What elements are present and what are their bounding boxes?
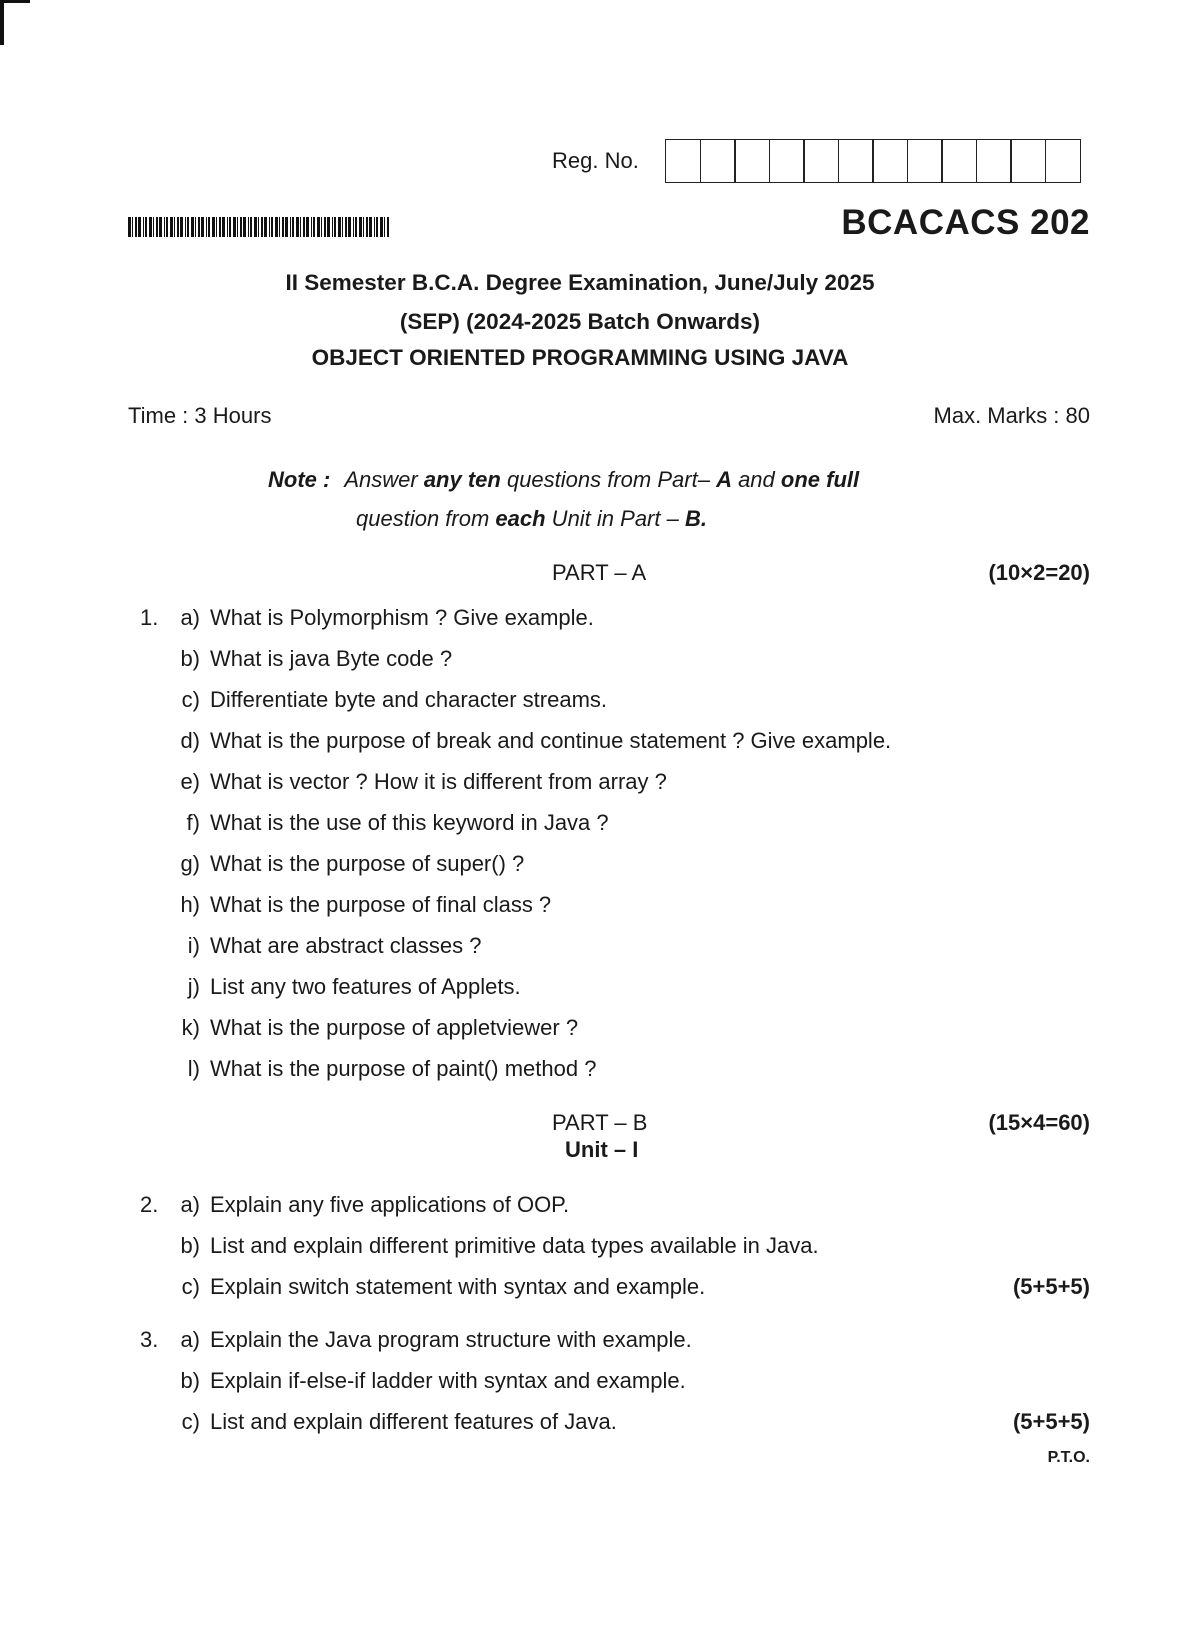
barcode-bar <box>180 217 183 237</box>
note-text: and <box>731 467 781 492</box>
barcode-bar <box>222 217 225 237</box>
barcode-bar <box>240 217 242 237</box>
reg-no-box <box>769 139 805 183</box>
exam-title: II Semester B.C.A. Degree Examination, June/July 2025 <box>285 270 875 295</box>
barcode-bar <box>135 217 137 237</box>
question-text: What is the purpose of break and continue statement ? Give example. <box>210 728 892 753</box>
part-b-title: PART – B <box>552 1110 648 1135</box>
question-letter: b) <box>180 1233 200 1258</box>
barcode-bar <box>369 217 372 237</box>
reg-no-box <box>665 139 701 183</box>
reg-no-boxes <box>665 139 1079 183</box>
question-letter: c) <box>181 1409 200 1434</box>
question-text: List and explain different primitive data types available in Java. <box>210 1233 819 1258</box>
barcode-bar <box>145 217 147 237</box>
barcode-bar <box>153 217 154 237</box>
barcode-bar <box>212 217 215 237</box>
barcode-bar <box>132 217 133 237</box>
barcode-bar <box>195 217 196 237</box>
question-text: Explain the Java program structure with example. <box>210 1327 692 1352</box>
question-item <box>166 1368 686 1394</box>
reg-no-box <box>1010 139 1046 183</box>
question-item <box>166 728 891 754</box>
barcode-bar <box>355 217 357 237</box>
question-letter: l) <box>187 1056 200 1081</box>
note-text: question from <box>356 506 496 531</box>
barcode-bar <box>303 217 305 237</box>
question-text: What is the purpose of super() ? <box>210 851 525 876</box>
question-text: What is Polymorphism ? Give example. <box>210 605 594 630</box>
barcode-bar <box>233 217 236 237</box>
barcode-bar <box>292 217 294 237</box>
question-letter: b) <box>180 646 200 671</box>
barcode-bar <box>387 217 389 237</box>
reg-no-box <box>976 139 1012 183</box>
barcode-bar <box>185 217 186 237</box>
question-item <box>166 892 551 918</box>
barcode-bar <box>250 217 252 237</box>
barcode-bar <box>271 217 273 237</box>
barcode-bar <box>138 217 141 237</box>
barcode-bar <box>306 217 309 237</box>
barcode-bar <box>279 217 280 237</box>
question-letter: f) <box>186 810 200 835</box>
question-letter: c) <box>181 687 200 712</box>
barcode-bar <box>219 217 221 237</box>
barcode-bar <box>159 217 162 237</box>
barcode-bar <box>290 217 291 237</box>
question-text: Explain switch statement with syntax and example. <box>210 1274 706 1299</box>
reg-no-label: Reg. No. <box>552 148 639 173</box>
question-text: List any two features of Applets. <box>210 974 521 999</box>
question-text: Explain any five applications of OOP. <box>210 1192 570 1217</box>
barcode-bar <box>300 217 301 237</box>
barcode-bar <box>384 217 385 237</box>
question-letter: b) <box>180 1368 200 1393</box>
barcode-bar <box>264 217 267 237</box>
unit-title: Unit – I <box>565 1137 639 1162</box>
question-item <box>166 1192 569 1218</box>
question-item <box>166 974 521 1000</box>
barcode-bar <box>258 217 259 237</box>
barcode-bar <box>359 217 362 237</box>
question-letter: a) <box>180 1192 200 1217</box>
question-text: What is java Byte code ? <box>210 646 453 671</box>
question-text: What is the purpose of appletviewer ? <box>210 1015 579 1040</box>
question-letter: c) <box>181 1274 200 1299</box>
reg-no-box <box>803 139 839 183</box>
note-text: questions from Part– <box>500 467 717 492</box>
barcode-bar <box>128 217 131 237</box>
question-text: Differentiate byte and character streams. <box>210 687 608 712</box>
barcode-bar <box>227 217 228 237</box>
barcode-bar <box>149 217 152 237</box>
question-text: What is the purpose of paint() method ? <box>210 1056 597 1081</box>
question-text: Explain if-else-if ladder with syntax and example. <box>210 1368 686 1393</box>
note-emphasis: each <box>495 506 546 531</box>
question-item <box>166 769 667 795</box>
note-emphasis: one full <box>780 467 860 492</box>
reg-no-box <box>1045 139 1081 183</box>
note-emphasis: B. <box>684 506 707 531</box>
barcode-bar <box>216 217 217 237</box>
barcode-bar <box>201 217 204 237</box>
barcode <box>128 217 390 237</box>
question-item <box>166 1409 617 1435</box>
question-letter: j) <box>187 974 200 999</box>
barcode-bar <box>237 217 238 237</box>
question-number: 3. <box>140 1327 159 1352</box>
time-duration: Time : 3 Hours <box>128 403 272 428</box>
question-item <box>166 851 524 877</box>
exam-scheme: (SEP) (2024-2025 Batch Onwards) <box>399 309 761 334</box>
question-marks: (5+5+5) <box>1012 1274 1090 1299</box>
barcode-bar <box>376 217 378 237</box>
barcode-bar <box>282 217 284 237</box>
barcode-bar <box>338 217 341 237</box>
scan-edge <box>0 0 4 45</box>
question-item <box>166 605 594 631</box>
question-letter: h) <box>180 892 200 917</box>
question-item <box>166 933 481 959</box>
reg-no-box <box>941 139 977 183</box>
barcode-bar <box>317 217 320 237</box>
barcode-bar <box>254 217 257 237</box>
question-text: List and explain different features of Java. <box>210 1409 617 1434</box>
barcode-bar <box>321 217 322 237</box>
barcode-bar <box>170 217 173 237</box>
barcode-bar <box>248 217 249 237</box>
barcode-bar <box>348 217 351 237</box>
question-text: What are abstract classes ? <box>210 933 482 958</box>
barcode-bar <box>187 217 189 237</box>
page-turn-over: P.T.O. <box>1047 1449 1090 1466</box>
question-letter: d) <box>180 728 200 753</box>
part-b-marks: (15×4=60) <box>988 1110 1090 1135</box>
note-emphasis: A <box>716 467 732 492</box>
barcode-bar <box>198 217 200 237</box>
question-item <box>166 646 452 672</box>
question-letter: a) <box>180 1327 200 1352</box>
question-letter: g) <box>180 851 200 876</box>
barcode-bar <box>324 217 326 237</box>
question-letter: a) <box>180 605 200 630</box>
barcode-bar <box>164 217 165 237</box>
reg-no-box <box>700 139 736 183</box>
barcode-bar <box>353 217 354 237</box>
paper-code: BCACACS 202 <box>841 203 1090 242</box>
question-letter: i) <box>187 933 200 958</box>
part-a-marks: (10×2=20) <box>988 560 1090 585</box>
max-marks: Max. Marks : 80 <box>933 403 1090 428</box>
barcode-bar <box>191 217 194 237</box>
barcode-bar <box>177 217 179 237</box>
question-item <box>166 1056 596 1082</box>
barcode-bar <box>332 217 333 237</box>
barcode-bar <box>143 217 144 237</box>
question-marks: (5+5+5) <box>1012 1409 1090 1434</box>
barcode-bar <box>311 217 312 237</box>
question-item <box>166 1327 692 1353</box>
reg-no-box <box>734 139 770 183</box>
question-item <box>166 1274 705 1300</box>
question-text: What is the purpose of final class ? <box>210 892 552 917</box>
reg-no-box <box>838 139 874 183</box>
barcode-bar <box>269 217 270 237</box>
question-text: What is the use of this keyword in Java ? <box>210 810 609 835</box>
barcode-bar <box>206 217 207 237</box>
barcode-bar <box>342 217 343 237</box>
part-a-title: PART – A <box>552 560 647 585</box>
question-item <box>166 1233 819 1259</box>
barcode-bar <box>243 217 246 237</box>
barcode-bar <box>345 217 347 237</box>
barcode-bar <box>261 217 263 237</box>
scan-edge-top <box>0 0 30 3</box>
question-item <box>166 1015 578 1041</box>
barcode-bar <box>380 217 383 237</box>
question-text: What is vector ? How it is different from array ? <box>210 769 667 794</box>
barcode-bar <box>374 217 375 237</box>
question-number: 1. <box>140 605 159 630</box>
question-item <box>166 687 607 713</box>
barcode-bar <box>327 217 330 237</box>
barcode-bar <box>363 217 364 237</box>
question-number: 2. <box>140 1192 159 1217</box>
note-text: Answer <box>344 467 424 492</box>
note-emphasis: any ten <box>423 467 501 492</box>
question-letter: k) <box>181 1015 200 1040</box>
question-item <box>166 810 609 836</box>
barcode-bar <box>229 217 231 237</box>
barcode-bar <box>275 217 278 237</box>
barcode-bar <box>366 217 368 237</box>
note-label: Note : <box>268 467 331 492</box>
barcode-bar <box>313 217 315 237</box>
barcode-bar <box>285 217 288 237</box>
reg-no-box <box>872 139 908 183</box>
subject-title: OBJECT ORIENTED PROGRAMMING USING JAVA <box>311 345 849 370</box>
barcode-bar <box>334 217 336 237</box>
question-letter: e) <box>180 769 200 794</box>
barcode-bar <box>208 217 210 237</box>
barcode-bar <box>296 217 299 237</box>
reg-no-box <box>907 139 943 183</box>
barcode-bar <box>166 217 168 237</box>
note-text: Unit in Part – <box>545 506 685 531</box>
barcode-bar <box>156 217 158 237</box>
barcode-bar <box>174 217 175 237</box>
instructions-note <box>268 460 859 538</box>
